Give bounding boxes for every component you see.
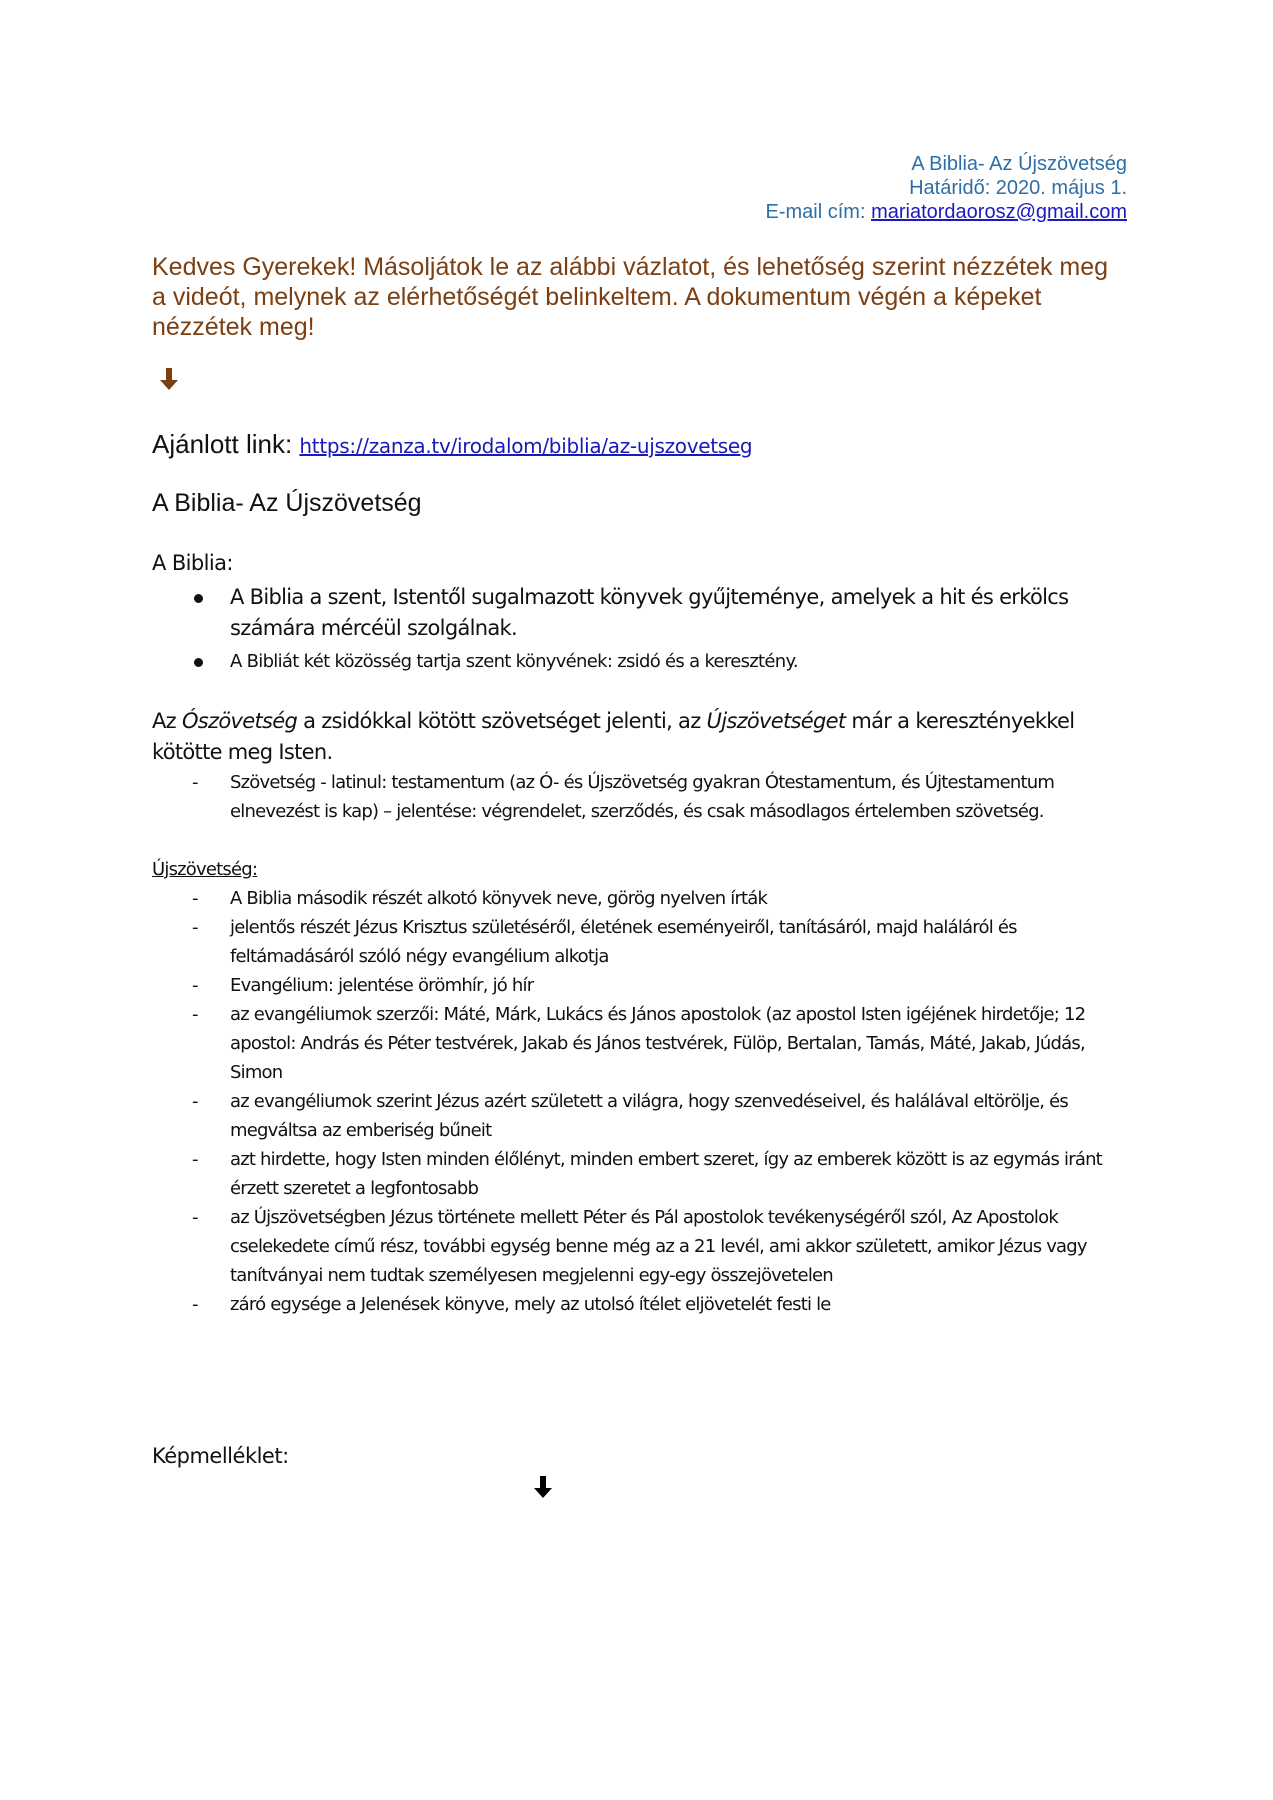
link-label: Ajánlott link: [152,429,300,459]
ujszovetseg-dash-list [152,884,1112,1319]
list-item: - Evangélium: jelentése örömhír, jó hír [152,971,1112,1000]
list-item: - az evangéliumok szerint Jézus azért született a világra, hogy szenvedéseivel, és halálával eltörölje, és megváltsa az emberiség bűneit [152,1087,1112,1145]
list-item: - az Újszövetségben Jézus története mellett Péter és Pál apostolok tevékenységéről szól, Az Apostolok cselekedete című rész, további egység benne még az a 21 levél, ami akkor született, amikor Jézus vagy tanítványai nem tudtak személyesen megjelenni egy-egy összejövetelen [152,1203,1112,1290]
email-link[interactable]: mariatordaorosz@gmail.com [871,201,1127,223]
list-item: - azt hirdette, hogy Isten minden élőlényt, minden embert szeret, így az emberek között is az egymás iránt érzett szeretet a legfontosabb [152,1145,1112,1203]
header-title: A Biblia- Az Újszövetség [911,153,1127,175]
ujszovetseg-italic: Újszövetséget [706,709,846,733]
email-label: E-mail cím: [765,201,872,223]
text-run: már a keresztényekkel kötötte meg Isten. [152,709,1075,764]
text-run: a zsidókkal kötött szövetséget jelenti, az [297,709,707,733]
list-item: - A Biblia második részét alkotó könyvek neve, görög nyelven írták [152,884,1112,913]
list-item: - jelentős részét Jézus Krisztus születéséről, életének eseményeiről, tanításáról, majd haláláról és feltámadásáról szóló négy evangélium alkotja [152,913,1112,971]
list-item: - Szövetség - latinul: testamentum (az Ó- és Újszövetség gyakran Ótestamentum, és Újtestamentum elnevezést is kap) – jelentése: végrendelet, szerződés, és csak másodlagos értelemben szövetség. [152,768,1112,826]
list-item: A Biblia a szent, Istentől sugalmazott könyvek gyűjteménye, amelyek a hit és erkölcs számára mércéül szolgálnak. [152,582,1112,644]
header-email-line [766,200,1128,224]
covenant-paragraph [152,706,1112,768]
section-title: A Biblia- Az Újszövetség [152,489,422,517]
biblia-label: A Biblia: [152,551,233,575]
attachment-label: Képmelléklet: [152,1444,289,1468]
header-deadline: Határidő: 2020. május 1. [909,177,1127,199]
arrow-down-icon [157,366,181,392]
covenant-dash-list [152,768,1112,826]
list-item: - záró egysége a Jelenések könyve, mely az utolsó ítélet eljövetelét festi le [152,1290,1112,1319]
arrow-down-icon [531,1474,555,1500]
biblia-bullet-list [152,582,1112,676]
oszovetseg-italic: Ószövetség [181,709,298,733]
recommended-link-line [152,429,752,460]
ujszovetseg-label: Újszövetség: [152,859,258,880]
text-run: Az [152,709,182,733]
recommended-link[interactable]: https://zanza.tv/irodalom/biblia/az-ujszovetseg [299,434,753,458]
list-item: - az evangéliumok szerzői: Máté, Márk, Lukács és János apostolok (az apostol Isten igéjének hirdetője; 12 apostol: András és Péter testvérek, Jakab és János testvérek, Fülöp, Bertalan, Tamás, Máté, Jakab, Júdás, Simon [152,1000,1112,1087]
list-item: A Bibliát két közösség tartja szent könyvének: zsidó és a keresztény. [152,648,1112,676]
intro-paragraph: Kedves Gyerekek! Másoljátok le az alábbi vázlatot, és lehetőség szerint nézzétek meg a videót, melynek az elérhetőségét belinkeltem. A dokumentum végén a képeket nézzétek meg! [152,253,1109,341]
document-header [766,152,1128,224]
